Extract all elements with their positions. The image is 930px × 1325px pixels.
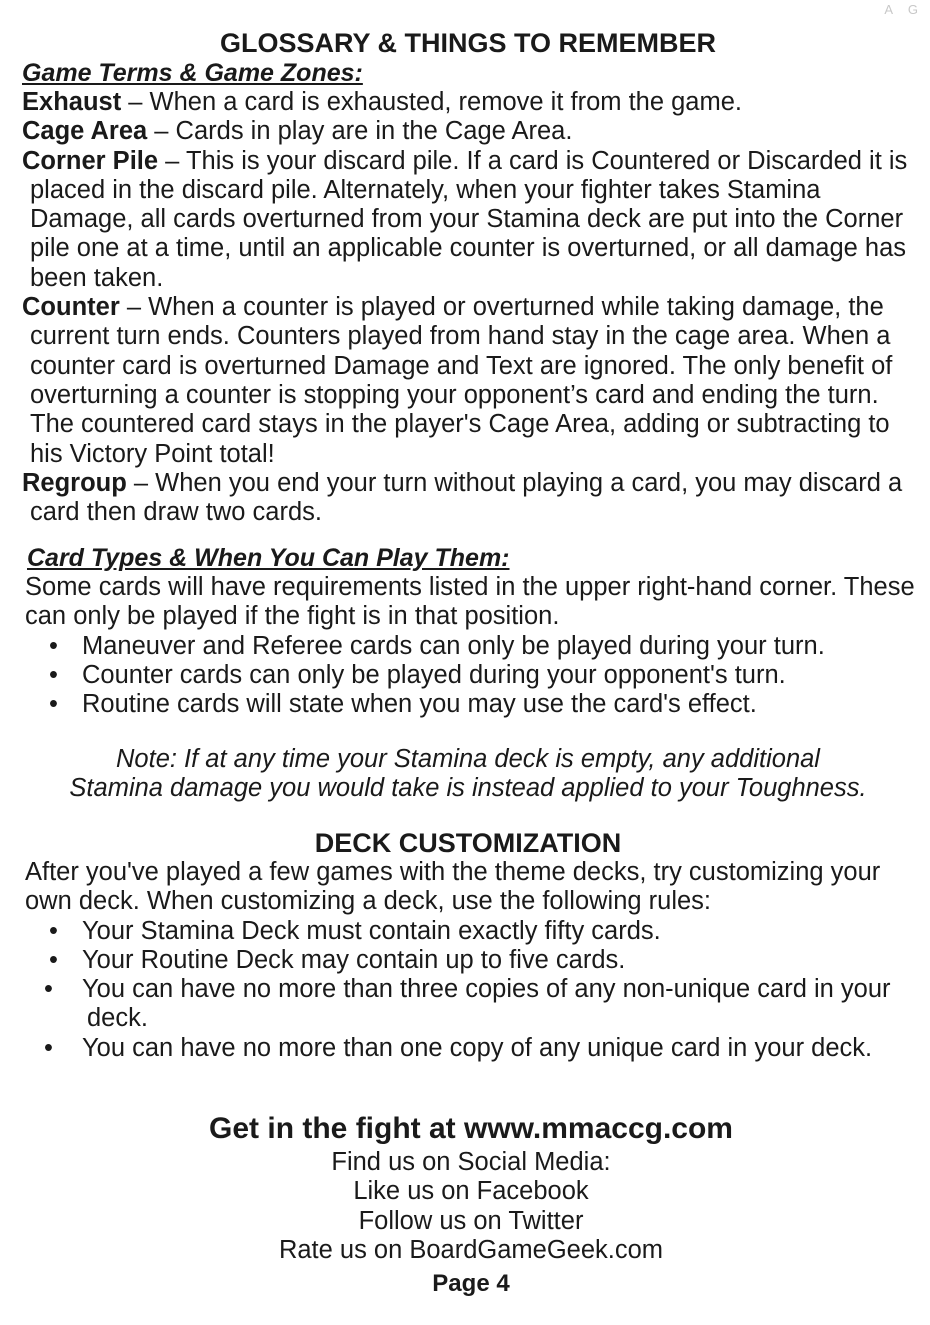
boardgamegeek-line: Rate us on BoardGameGeek.com — [278, 1235, 664, 1264]
term-definition: – When a card is exhausted, remove it from the game. — [121, 88, 742, 116]
term-definition: – This is your discard pile. If a card is Countered or Discarded it is placed in the discard pile. Alternately, when your fighter takes Stamina Damage, all cards overturned from your Stamina deck are put into the Corner pile one at a time, until an applicable counter is overturned, or all damage has been taken. — [30, 146, 908, 292]
term-name: Regroup — [22, 468, 127, 497]
term-name: Cage Area — [22, 117, 148, 146]
term-definition: – Cards in play are in the Cage Area. — [147, 117, 573, 146]
list-item: • Maneuver and Referee cards can only be played during your turn. — [25, 632, 925, 661]
glossary-section — [22, 58, 922, 527]
card-types-section — [25, 543, 925, 719]
card-types-list — [25, 632, 925, 720]
term-cage-area — [22, 117, 922, 146]
list-item: • Your Stamina Deck must contain exactly fifty cards. — [25, 917, 925, 946]
term-name: Counter — [22, 293, 120, 322]
term-name: Exhaust — [22, 88, 122, 116]
stamina-note — [0, 745, 930, 804]
twitter-line: Follow us on Twitter — [358, 1206, 584, 1235]
list-item: • Routine cards will state when you may use the card's effect. — [25, 690, 925, 719]
term-exhaust — [22, 88, 922, 117]
note-line: Stamina damage you would take is instead applied to your Toughness. — [69, 774, 867, 803]
facebook-line: Like us on Facebook — [353, 1177, 589, 1206]
list-item: • Your Routine Deck may contain up to five cards. — [25, 946, 925, 975]
term-definition: – When you end your turn without playing a card, you may discard a card then draw two cards. — [30, 468, 903, 527]
social-line: Find us on Social Media: — [331, 1148, 611, 1176]
deck-customization-heading: DECK CUSTOMIZATION — [314, 828, 622, 858]
footer — [0, 1110, 930, 1299]
term-regroup — [22, 469, 922, 528]
card-types-title: Card Types & When You Can Play Them: — [27, 544, 510, 572]
page-number: Page 4 — [432, 1270, 510, 1298]
glossary-heading: GLOSSARY & THINGS TO REMEMBER — [219, 28, 717, 58]
list-item: • You can have no more than three copies of any non-unique card in your deck. — [25, 975, 925, 1034]
note-line: Note: If at any time your Stamina deck is empty, any additional — [116, 745, 820, 773]
term-corner-pile — [22, 147, 922, 293]
list-item: • You can have no more than one copy of any unique card in your deck. — [25, 1034, 925, 1063]
card-types-intro: Some cards will have requirements listed in the upper right-hand corner. These can only be played if the fight is in that position. — [25, 573, 915, 631]
deck-customization-section — [25, 858, 925, 1063]
game-terms-title: Game Terms & Game Zones: — [22, 59, 363, 87]
deck-rules-list — [25, 917, 925, 1063]
list-item: • Counter cards can only be played during your opponent's turn. — [25, 661, 925, 690]
website-callout: Get in the fight at www.mmaccg.com — [209, 1112, 733, 1145]
term-counter — [22, 293, 922, 469]
corner-mark: A G — [884, 2, 924, 17]
term-list — [22, 88, 922, 527]
term-name: Corner Pile — [22, 146, 159, 175]
term-definition: – When a counter is played or overturned while taking damage, the current turn ends. Counters played from hand stay in the cage area. When a counter card is overturned Damage and Text are ignored. The only benefit of overturning a counter is stopping your opponent’s card and ending the turn. The countered card stays in the player's Cage Area, adding or subtracting to his Victory Point total! — [30, 293, 893, 468]
deck-intro: After you've played a few games with the theme decks, try customizing your own deck. When customizing a deck, use the following rules: — [25, 858, 881, 916]
